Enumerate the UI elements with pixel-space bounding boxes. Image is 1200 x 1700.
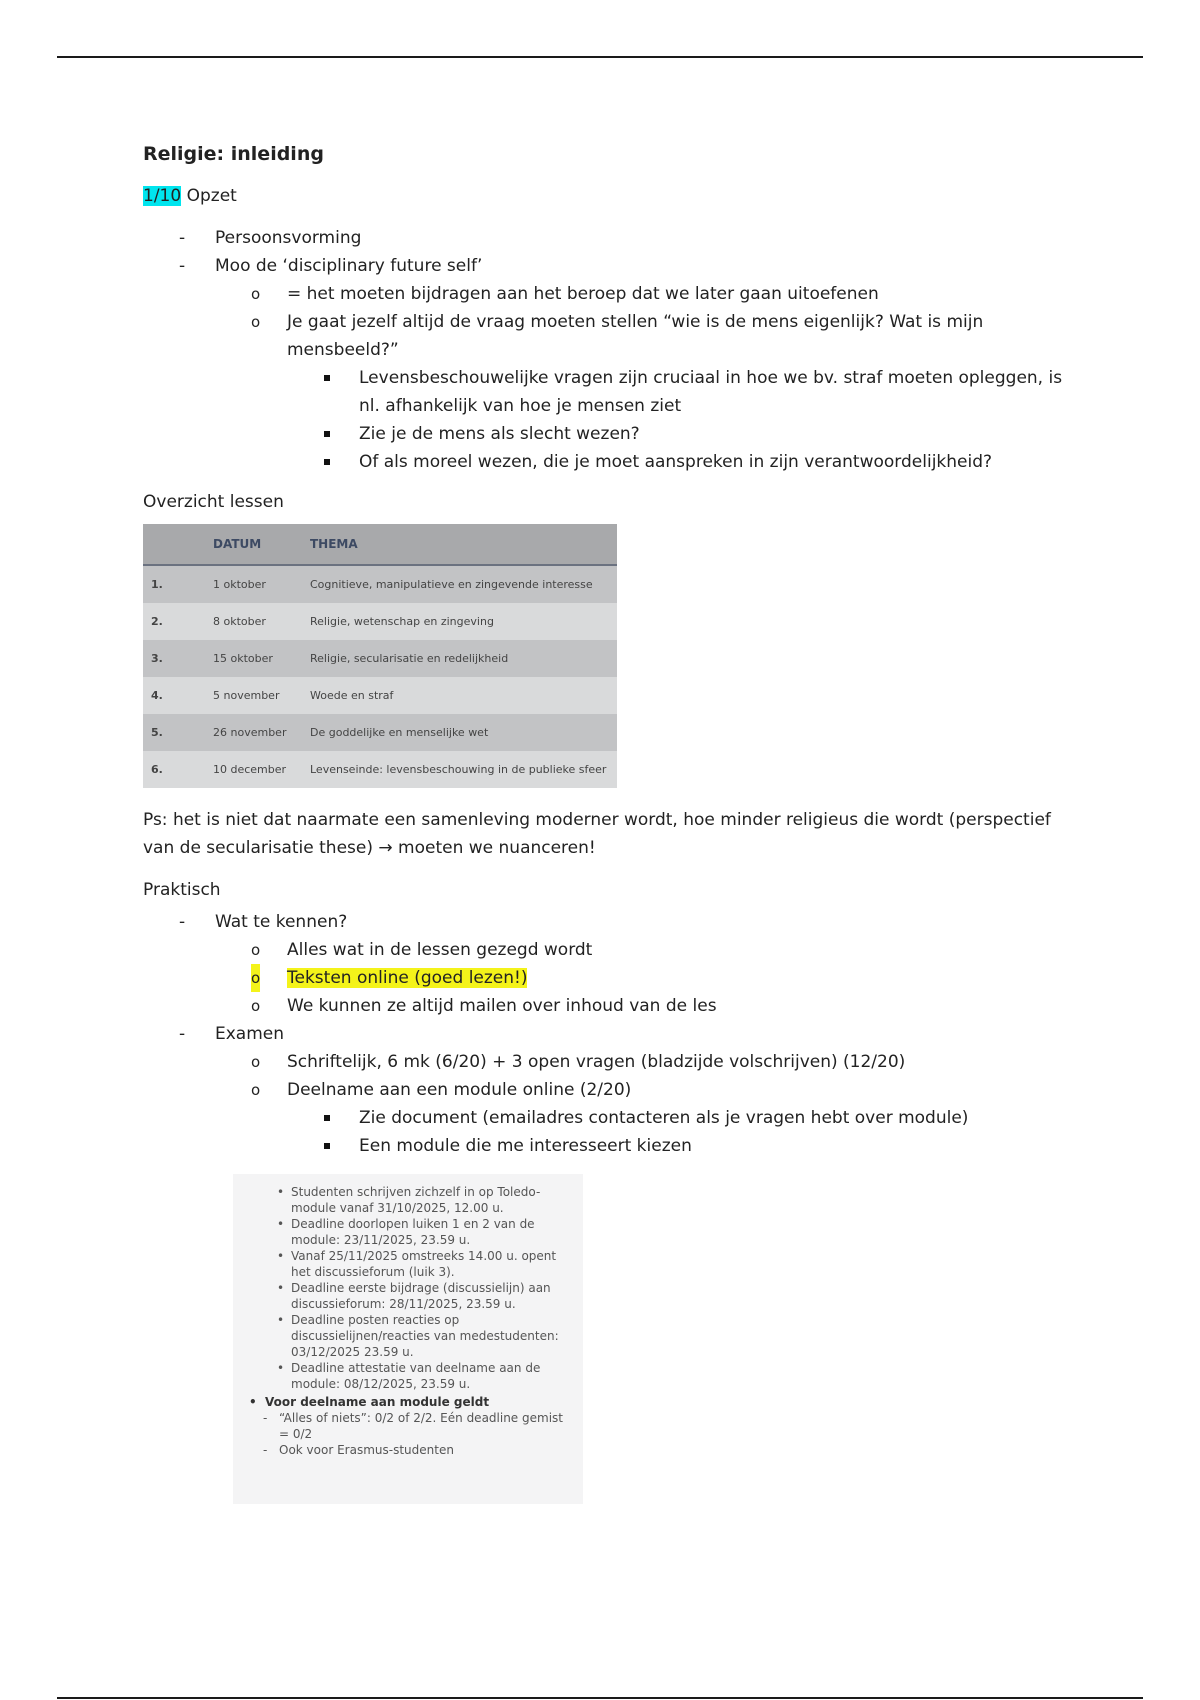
list-item-highlighted: o Teksten online (goed lezen!) [143, 964, 1073, 992]
module-list [287, 1104, 1073, 1160]
list-item: • Deadline attestatie van deelname aan de module: 08/12/2025, 23.59 u. [241, 1360, 569, 1392]
future-self-list [215, 280, 1073, 476]
list-item: • Deadline eerste bijdrage (discussielijn) aan discussieforum: 28/11/2025, 23.59 u. [241, 1280, 569, 1312]
list-item: Zie document (emailadres contacteren als je vragen hebt over module) [143, 1104, 1073, 1132]
list-item: • Studenten schrijven zichzelf in op Toledo-module vanaf 31/10/2025, 12.00 u. [241, 1184, 569, 1216]
intro-list [143, 224, 1073, 476]
lesson-title: Opzet [186, 186, 237, 206]
lesson-tag: 1/10 [143, 186, 182, 206]
table-row: 6. 10 december Levenseinde: levensbeschouwing in de publieke sfeer [143, 751, 617, 788]
list-item: o Je gaat jezelf altijd de vraag moeten stellen “wie is de mens eigenlijk? Wat is mijn mensbeeld?” Levensbeschouwelijke vragen zijn cruciaal in hoe we bv. straf moeten opleggen, is nl. afhankelijk van hoe je mensen ziet Zie je de mens als slecht wezen? Of als moreel wezen, die je moet aanspreken in zijn verantwoordelijkheid? [143, 308, 1073, 476]
module-rules-heading: • Voor deelname aan module geldt [241, 1394, 569, 1410]
list-item: - Persoonsvorming [179, 228, 362, 248]
module-deadlines-list [241, 1184, 569, 1392]
what-to-know-list [215, 936, 1073, 1020]
list-item: - Examen o Schriftelijk, 6 mk (6/20) + 3 open vragen (bladzijde volschrijven) (12/20) o Deelname aan een module online (2/20) Zie document (emailadres contacteren als je vragen hebt over module) Een module die me interesseert kiezen [143, 1020, 1073, 1160]
list-item: Een module die me interesseert kiezen [143, 1132, 1073, 1160]
list-item: Levensbeschouwelijke vragen zijn cruciaal in hoe we bv. straf moeten opleggen, is nl. afhankelijk van hoe je mensen ziet [143, 364, 1073, 420]
module-rules-list [241, 1410, 569, 1458]
mensbeeld-list [287, 364, 1073, 476]
table-row: 2. 8 oktober Religie, wetenschap en zingeving [143, 603, 617, 640]
list-item: o We kunnen ze altijd mailen over inhoud van de les [251, 996, 717, 1016]
footer-rule [57, 1697, 1143, 1699]
overview-heading: Overzicht lessen [143, 492, 284, 512]
list-item: - Wat te kennen? o Alles wat in de lessen gezegd wordt o Teksten online (goed lezen!) o We kunnen ze altijd mailen over inhoud van de les [143, 908, 1073, 1020]
table-row: 5. 26 november De goddelijke en menselijke wet [143, 714, 617, 751]
exam-list [215, 1048, 1073, 1160]
list-item: Of als moreel wezen, die je moet aanspreken in zijn verantwoordelijkheid? [143, 448, 1073, 476]
table-row: 4. 5 november Woede en straf [143, 677, 617, 714]
list-item: • Deadline doorlopen luiken 1 en 2 van de module: 23/11/2025, 23.59 u. [241, 1216, 569, 1248]
table-row: 3. 15 oktober Religie, secularisatie en redelijkheid [143, 640, 617, 677]
list-item: o Deelname aan een module online (2/20) Zie document (emailadres contacteren als je vragen hebt over module) Een module die me interesseert kiezen [143, 1076, 1073, 1160]
list-item: o = het moeten bijdragen aan het beroep dat we later gaan uitoefenen [251, 284, 879, 304]
practical-heading: Praktisch [143, 880, 221, 900]
table-header-row: DATUM THEMA [143, 524, 617, 565]
list-item: • Vanaf 25/11/2025 omstreeks 14.00 u. opent het discussieforum (luik 3). [241, 1248, 569, 1280]
list-item: - Moo de ‘disciplinary future self’ o = het moeten bijdragen aan het beroep dat we later gaan uitoefenen o Je gaat jezelf altijd de vraag moeten stellen “wie is de mens eigenlijk? Wat is mijn mensbeeld?” Levensbeschouwelijke vragen zijn cruciaal in hoe we bv. straf moeten opleggen, is nl. afhankelijk van hoe je mensen ziet Zie je de mens als slecht wezen? Of als moreel wezen, die je moet aanspreken in zijn verantwoordelijkheid? [143, 252, 1073, 476]
header-rule [57, 56, 1143, 58]
lesson-heading [143, 182, 1073, 210]
table-row: 1. 1 oktober Cognitieve, manipulatieve en zingevende interesse [143, 565, 617, 603]
ps-note: Ps: het is niet dat naarmate een samenleving moderner wordt, hoe minder religieus die wordt (perspectief van de secularisatie these) → moeten we nuanceren! [143, 810, 1051, 858]
list-item: Zie je de mens als slecht wezen? [143, 420, 1073, 448]
practical-list [143, 908, 1073, 1160]
list-item: • Deadline posten reacties op discussielijnen/reacties van medestudenten: 03/12/2025 23.59 u. [241, 1312, 569, 1360]
list-item: - Ook voor Erasmus-studenten [241, 1442, 569, 1458]
list-item: o Schriftelijk, 6 mk (6/20) + 3 open vragen (bladzijde volschrijven) (12/20) [251, 1052, 906, 1072]
lessons-table [143, 524, 617, 788]
document-body [143, 140, 1073, 1504]
module-info-screenshot [233, 1174, 583, 1504]
list-item: o Alles wat in de lessen gezegd wordt [251, 940, 593, 960]
page-title: Religie: inleiding [143, 143, 324, 165]
list-item: - “Alles of niets”: 0/2 of 2/2. Eén deadline gemist = 0/2 [241, 1410, 569, 1442]
